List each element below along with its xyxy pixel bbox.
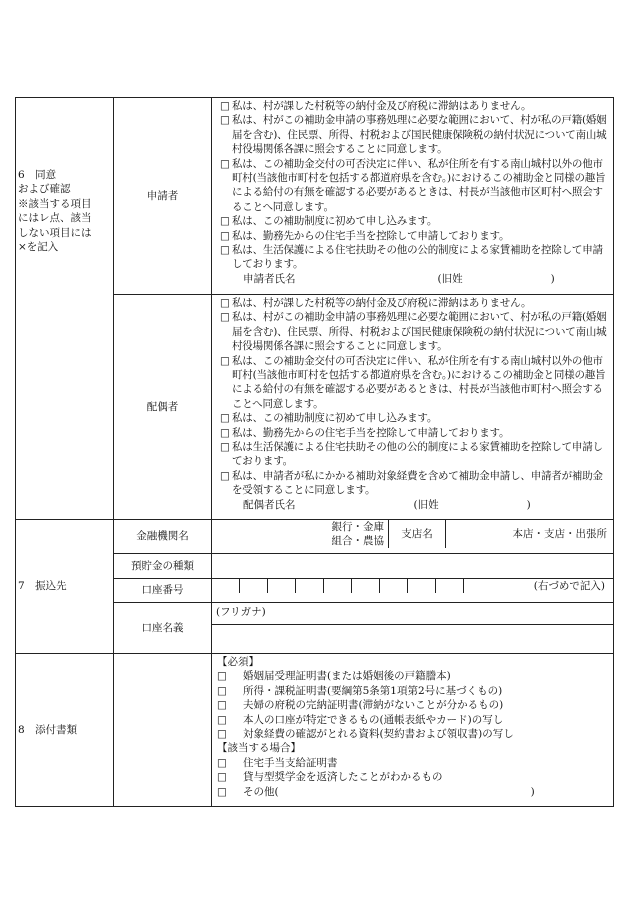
consent-label-line: しない項目には	[18, 226, 92, 239]
account-digit-box[interactable]	[436, 579, 464, 593]
deposit-type-label: 預貯金の種類	[114, 554, 212, 579]
applicable-header: 【該当する場合】	[217, 742, 301, 755]
applicant-maiden-name-label: (旧姓	[437, 272, 463, 285]
account-number-digits	[212, 579, 613, 593]
branch-type-options: 本店・支店・出張所	[512, 527, 607, 540]
attachment-item[interactable]: □ 本人の口座が特定できるもの(通帳表紙やカード)の写し	[217, 713, 504, 726]
consent-section-label	[16, 98, 114, 520]
spouse-label: 配偶者	[114, 295, 212, 520]
applicant-consent-item[interactable]: □ 私は、この補助制度に初めて申し込みます。	[220, 215, 438, 228]
checkbox-icon[interactable]: □	[217, 684, 227, 697]
spouse-name-label: 配偶者氏名	[243, 498, 296, 511]
checkbox-icon[interactable]: □	[220, 114, 230, 127]
account-digit-box[interactable]	[408, 579, 436, 593]
spouse-consent-item[interactable]: □ 私は、村がこの補助金申請の事務処理に必要な範囲において、村が私の戸籍(婚姻届を含む)、住民票、所得、村税および国民健康保険税の納付状況について南山城村役場関係各課に照会することに同意します。	[220, 311, 607, 353]
spouse-signature-line[interactable]	[217, 498, 609, 512]
applicant-label: 申請者	[114, 98, 212, 295]
checkbox-icon[interactable]: □	[220, 412, 230, 425]
spouse-consent-item[interactable]: □ 私は、勤務先からの住宅手当を控除して申請しております。	[220, 426, 510, 439]
account-digit-box[interactable]	[240, 579, 268, 593]
applicant-consent-item[interactable]: □ 私は、この補助金交付の可否決定に伴い、私が住所を有する南山城村以外の他市町村(当該他市町村を包括する都道府県を含む。)におけるこの補助金と同様の趣旨による給付の有無を確認する必要があるときは、村長が当該他市区町村へ照会することへ同意します。	[220, 157, 606, 213]
paren-close: )	[526, 498, 531, 511]
applicant-consent-item[interactable]: □ 私は、勤務先からの住宅手当を控除して申請しております。	[220, 229, 510, 242]
checkbox-icon[interactable]: □	[220, 354, 230, 367]
furigana-label: (フリガナ)	[216, 606, 266, 618]
checkbox-icon[interactable]: □	[217, 785, 227, 798]
bank-type-option: 銀行・金庫	[331, 521, 384, 533]
attachments-list	[212, 654, 614, 807]
attachments-section-label: 8 添付書類	[16, 654, 114, 807]
attachment-item-other[interactable]: □ その他( )	[217, 785, 535, 798]
attachment-item[interactable]: □ 貸与型奨学金を返済したことがわかるもの	[217, 771, 443, 784]
applicant-consent-item[interactable]: □ 私は、村がこの補助金申請の事務処理に必要な範囲において、村が私の戸籍(婚姻届を含む)、住民票、所得、村税および国民健康保険税の納付状況について南山城村役場関係各課に照会することに同意します。	[220, 114, 607, 156]
required-header: 【必須】	[217, 656, 259, 668]
checkbox-icon[interactable]: □	[217, 771, 227, 784]
attachment-item[interactable]: □ 住宅手当支給証明書	[217, 756, 338, 769]
attachment-item[interactable]: □ 所得・課税証明書(要綱第5条第1項第2号に基づくもの)	[217, 684, 503, 697]
applicant-consent-item[interactable]: □ 私は、生活保護による住宅扶助その他の公的制度による家賃補助を控除して申請しております。	[220, 244, 603, 271]
checkbox-icon[interactable]: □	[220, 100, 230, 112]
checkbox-icon[interactable]: □	[217, 699, 227, 712]
checkbox-icon[interactable]: □	[220, 469, 230, 482]
checkbox-icon[interactable]: □	[220, 297, 230, 309]
checkbox-icon[interactable]: □	[217, 670, 227, 683]
branch-label: 支店名	[389, 520, 446, 548]
transfer-section-label: 7 振込先	[16, 520, 114, 654]
branch-name-input[interactable]	[446, 520, 614, 548]
consent-label-line: および確認	[18, 183, 71, 196]
checkbox-icon[interactable]: □	[220, 229, 230, 242]
account-digit-box[interactable]	[324, 579, 352, 593]
account-number-label: 口座番号	[114, 579, 212, 603]
checkbox-icon[interactable]: □	[220, 215, 230, 228]
applicant-signature-line[interactable]	[217, 272, 609, 286]
bank-name-input[interactable]	[212, 520, 389, 548]
attachments-spacer	[114, 654, 212, 807]
consent-label-line: 6 同意	[18, 169, 57, 181]
account-digit-box[interactable]	[268, 579, 296, 593]
applicant-name-label: 申請者氏名	[243, 272, 296, 285]
consent-label-line: ×を記入	[18, 241, 59, 254]
account-name-input[interactable]	[212, 625, 614, 654]
account-number-note: (右づめで記入)	[464, 579, 614, 593]
checkbox-icon[interactable]: □	[217, 728, 227, 741]
account-digit-box[interactable]	[296, 579, 324, 593]
spouse-consent-item[interactable]: □ 私は、この補助金交付の可否決定に伴い、私が住所を有する南山城村以外の他市町村(当該他市町村を包括する都道府県を含む。)におけるこの補助金と同様の趣旨による給付の有無を確認する必要があるときは、村長が当該他市町村へ照会することへ同意します。	[220, 354, 606, 410]
bank-type-option: 組合・農協	[331, 535, 384, 547]
checkbox-icon[interactable]: □	[220, 311, 230, 324]
bank-name-cell	[212, 520, 614, 554]
deposit-type-input[interactable]	[212, 554, 614, 579]
spouse-maiden-name-label: (旧姓	[413, 498, 439, 511]
spouse-consent-item[interactable]: □ 私は、この補助制度に初めて申し込みます。	[220, 412, 438, 425]
account-digit-box[interactable]	[212, 579, 240, 593]
spouse-consent-cell	[212, 295, 614, 520]
account-digit-box[interactable]	[352, 579, 380, 593]
account-number-cell	[212, 579, 614, 603]
account-furigana-input[interactable]	[212, 603, 614, 625]
checkbox-icon[interactable]: □	[220, 441, 230, 454]
applicant-consent-item[interactable]: □ 私は、村が課した村税等の納付金及び府税に滞納はありません。	[220, 100, 532, 112]
bank-name-row	[212, 520, 613, 548]
spouse-consent-item[interactable]: □ 私は、申請者が私にかかる補助対象経費を含めて補助金申請し、申請者が補助金を受領することに同意します。	[220, 469, 603, 497]
attachment-item[interactable]: □ 対象経費の確認がとれる資料(契約書および領収書)の写し	[217, 728, 514, 741]
paren-close: )	[550, 272, 555, 285]
checkbox-icon[interactable]: □	[220, 157, 230, 170]
applicant-consent-cell	[212, 98, 614, 295]
attachment-item[interactable]: □ 夫婦の府税の完納証明書(滞納がないことが分かるもの)	[217, 699, 504, 712]
checkbox-icon[interactable]: □	[217, 756, 227, 769]
attachment-item[interactable]: □ 婚姻届受理証明書(または婚姻後の戸籍謄本)	[217, 670, 451, 683]
checkbox-icon[interactable]: □	[217, 713, 227, 726]
spouse-consent-item[interactable]: □ 私は生活保護による住宅扶助その他の公的制度による家賃補助を控除して申請しております。	[220, 441, 603, 468]
bank-name-label: 金融機関名	[114, 520, 212, 554]
account-digit-box[interactable]	[380, 579, 408, 593]
consent-label-line: ※該当する項目	[18, 197, 92, 210]
account-name-label: 口座名義	[114, 603, 212, 654]
application-form-table	[15, 97, 614, 807]
spouse-consent-item[interactable]: □ 私は、村が課した村税等の納付金及び府税に滞納はありません。	[220, 297, 532, 309]
checkbox-icon[interactable]: □	[220, 426, 230, 439]
consent-label-line: にはレ点、該当	[18, 212, 92, 225]
checkbox-icon[interactable]: □	[220, 244, 230, 257]
